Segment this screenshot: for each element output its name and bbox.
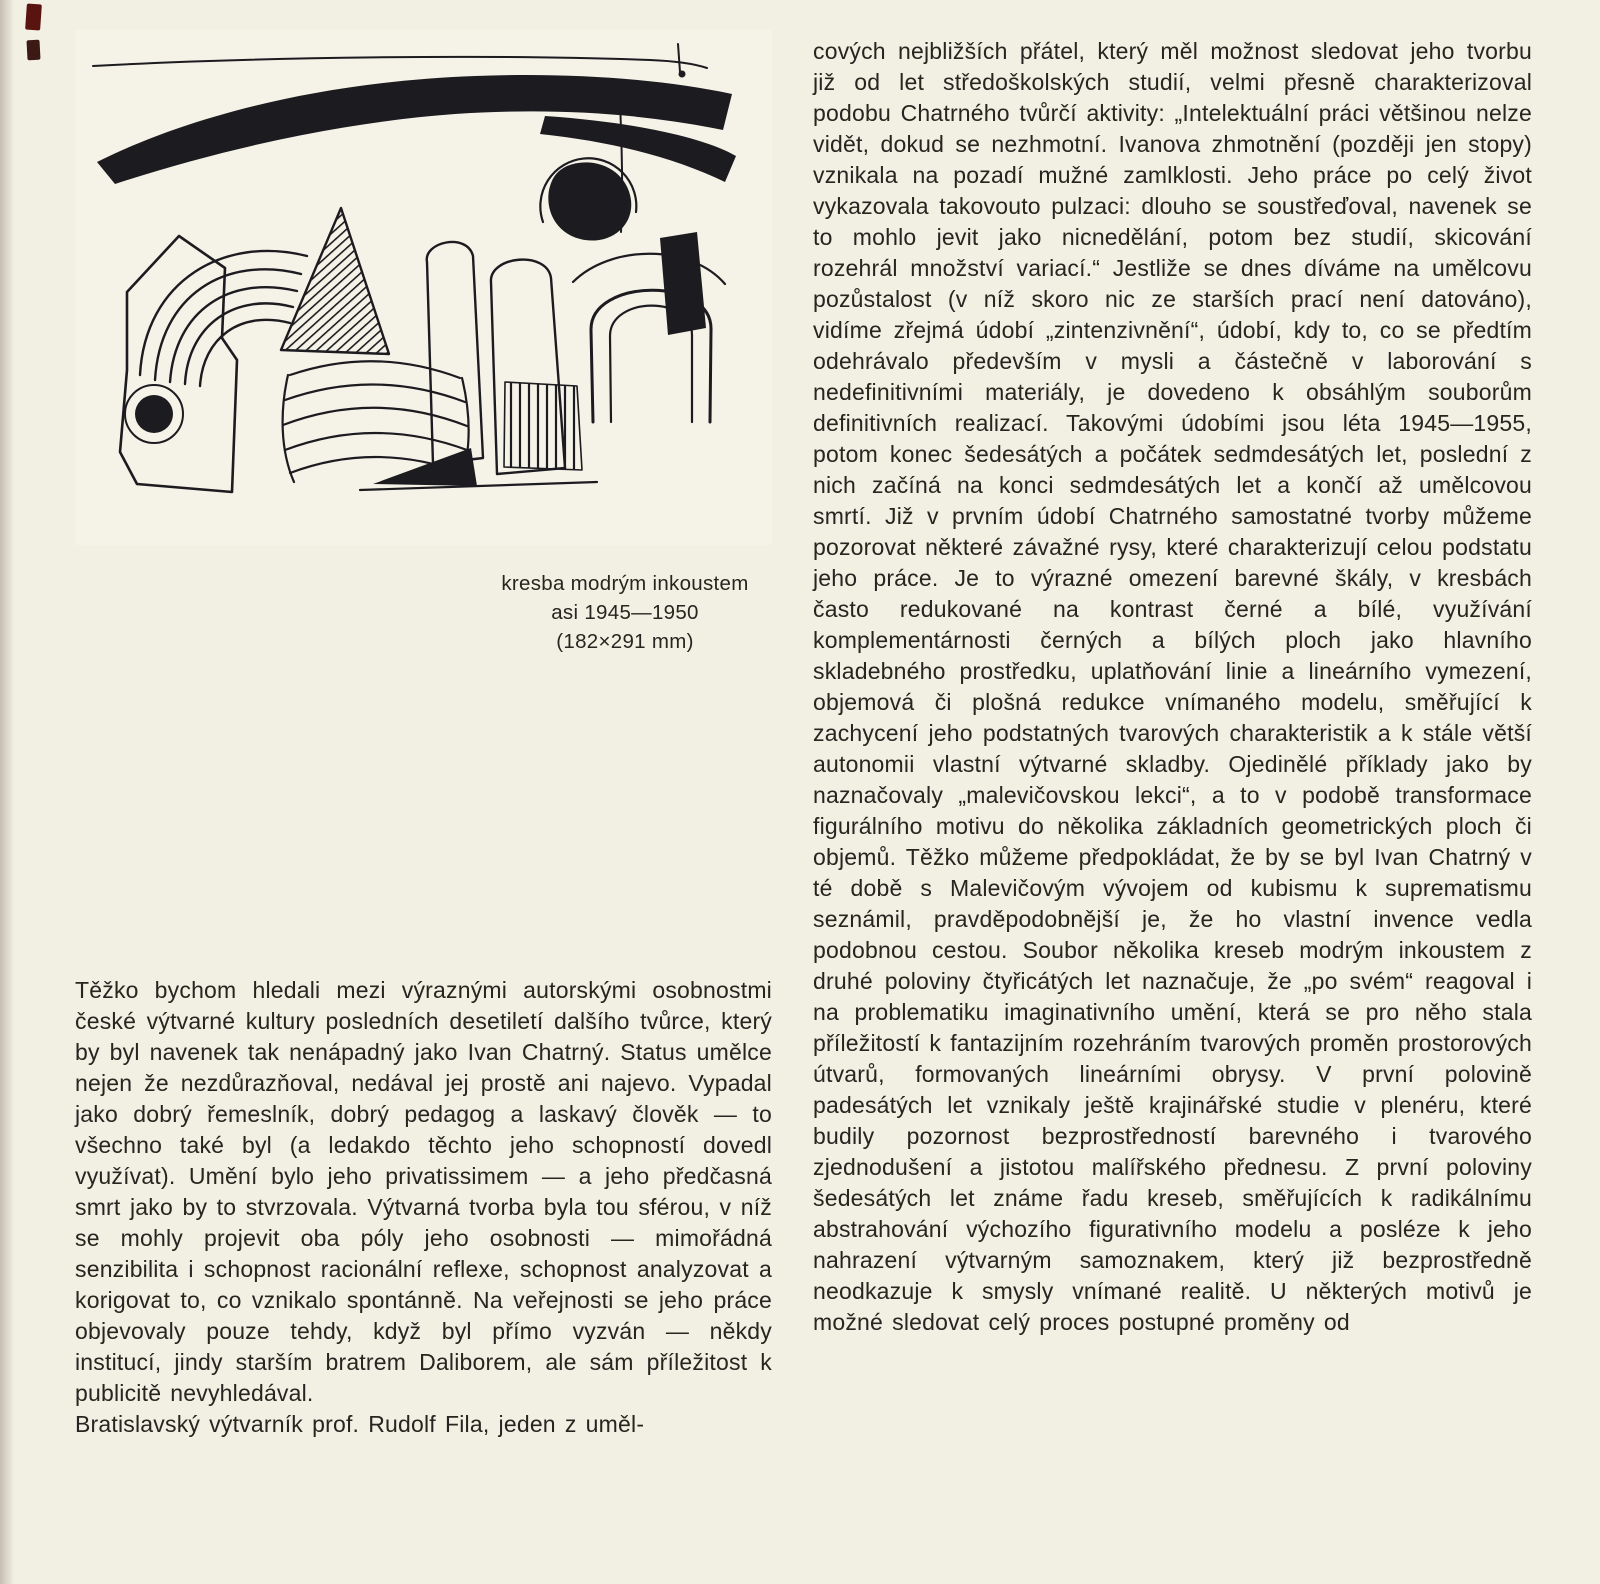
paragraph-right-1: cových nejbližších přátel, který měl možnost sledovat jeho tvorbu již od let středoškolských studií, velmi přesně charakterizoval podobu Chatrného tvůrčí aktivity: „Intelektuální práci většinou nelze vidět, dokud se nezhmotní. Ivanova zhmotnění (později jen stopy) vznikala na pozadí mužné zamlklosti. Jeho práce po celý život vykazovala takovouto pulzaci: dlouho se soustřeďoval, navenek se to mohlo jevit jako nicnedělání, potom bez studií, skicování rozehrál množství variací.“ Jestliže se dnes díváme na umělcovu pozůstalost (v níž skoro nic ze starších prací není datováno), vidíme zřejmá údobí „zintenzivnění“, údobí, kdy to, co se předtím odehrávalo především v mysli a částečně v laborování s nedefinitivními materiály, je dovedeno k obsáhlým souborům definitivních realizací. Takovými údobími jsou léta 1945—1955, potom konec šedesátých a počátek sedmdesátých let, poslední z nich začíná na konci sedmdesátých let a končí až umělcovou smrtí. Již v prvním údobí Chatrného samostatné tvorby můžeme pozorovat některé závažné rysy, které charakterizují celou podstatu jeho práce. Je to výrazné omezení barevné škály, v kresbách často redukované na kontrast černé a bílé, využívání komplementárnosti černých a bílých ploch jako hlavního skladebného prostředku, uplatňování linie a lineárního vymezení, objemová či plošná redukce vnímaného modelu, směřující k zachycení jeho podstatných tvarových charakteristik a k stále větší autonomii vlastní výtvarné skladby. Ojedinělé příklady jako by naznačovaly „malevičovskou lekci“, a to v podobě transformace figurálního motivu do několika základních geometrických ploch či objemů. Těžko můžeme předpokládat, že by se byl Ivan Chatrný v té době s Malevičovým vývojem od kubismu k suprematismu seznámil, pravděpodobnější je, že ho vlastní invence vedla podobnou cestou. Soubor několika kreseb modrým inkoustem z druhé poloviny čtyřicátých let naznačuje, že „po svém“ reagoval i na problematiku imaginativního umění, která se pro něho stala příležitostí k fantazijním rozehráním tvarových proměn prostorových útvarů, formovaných lineárními obrysy. V první polovině padesátých let vznikaly ještě krajinářské studie v plenéru, které budily pozornost bezprostředností barevného i tvarového zjednodušení a jistotou malířského přednesu. Z první poloviny šedesátých let známe řadu kreseb, směřujících k radikálnímu abstrahování výchozího figurativního modelu a posléze k jeho nahrazení výtvarným samoznakem, který již bezprostředně neodkazuje k smysly vnímané realitě. U některých motivů je možné sledovat celý proces postupné proměny od (813, 38, 1532, 1335)
paragraph-left-1: Těžko bychom hledali mezi výraznými autorskými osobnostmi české výtvarné kultury posledních desetiletí dalšího tvůrce, který by byl navenek tak nenápadný jako Ivan Chatrný. Status umělce nejen že nezdůrazňoval, nedával jej prostě ani najevo. Vypadal jako dobrý řemeslník, dobrý pedagog a laskavý člověk — to všechno také byl (a ledakdo těchto jeho schopností dovedl využívat). Umění bylo jeho privatissimem — a jeho předčasná smrt jako by to stvrzovala. Výtvarná tvorba byla tou sférou, v níž se mohly projevit oba póly jeho osobnosti — mimořádná senzibilita i schopnost racionální reflexe, schopnost analyzovat a korigovat to, co vznikalo spontánně. Na veřejnosti se jeho práce objevovaly pouze tehdy, když byl přímo vyzván — někdy institucí, jindy starším bratrem Daliborem, ale sám příležitost k publicitě nevyhledával. (75, 977, 772, 1406)
scan-artifact-mark (26, 40, 40, 61)
caption-line-3: (182×291 mm) (556, 630, 694, 653)
ink-drawing-svg (75, 30, 772, 545)
figure-artwork (75, 30, 772, 545)
scan-artifact-mark (25, 4, 42, 31)
right-column (813, 36, 1532, 1338)
left-column (75, 30, 772, 1437)
figure-caption (475, 569, 775, 656)
caption-line-1: kresba modrým inkoustem (501, 572, 749, 595)
caption-line-2: asi 1945—1950 (551, 601, 699, 624)
paragraph-left-2: Bratislavský výtvarník prof. Rudolf Fila, jeden z uměl- (75, 1411, 645, 1437)
left-column-text (75, 975, 772, 1440)
